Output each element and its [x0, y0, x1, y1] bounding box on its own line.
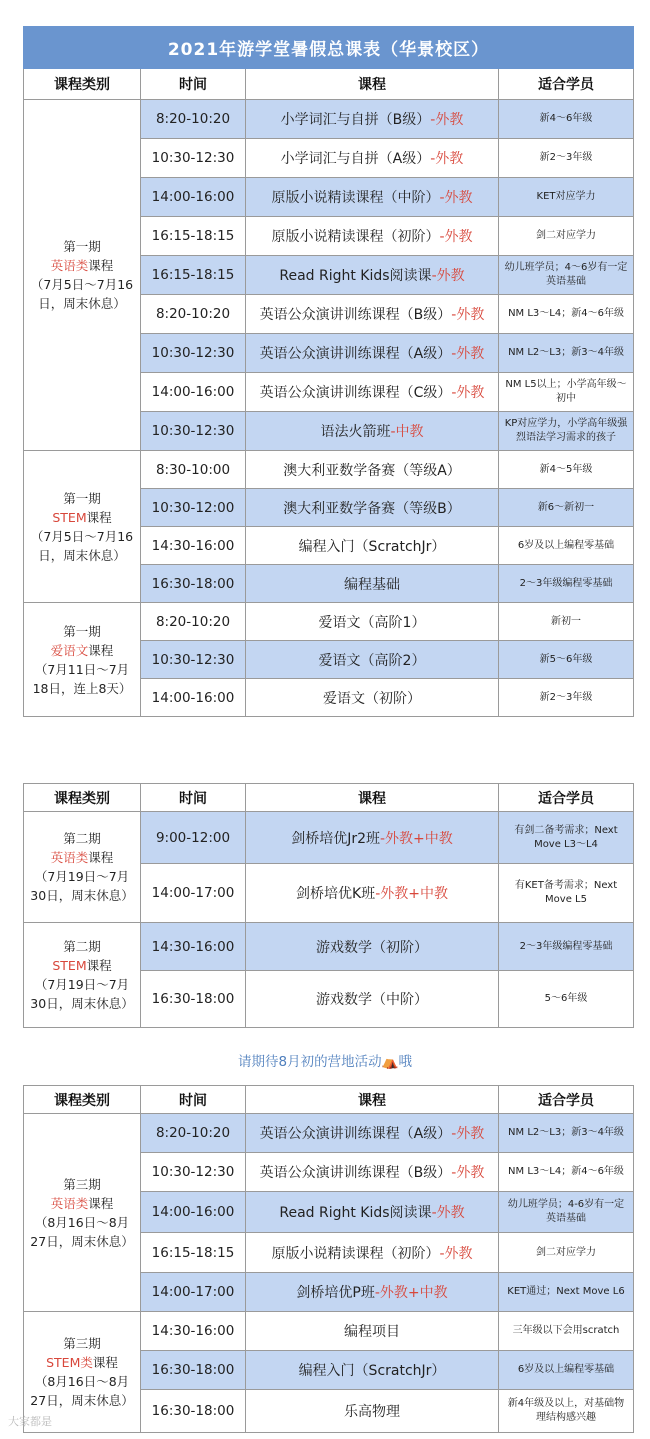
- course-name: 澳大利亚数学备赛（等级A）: [283, 462, 461, 479]
- category-cell: [24, 100, 141, 451]
- header-row: [24, 784, 634, 812]
- course-cell: [246, 971, 499, 1028]
- audience-cell: 剑二对应学力: [499, 1233, 634, 1273]
- header-row: [24, 1086, 634, 1114]
- time-cell: 16:15-18:15: [141, 256, 246, 295]
- schedule-table-3: [23, 1085, 634, 1433]
- category-cell: [24, 603, 141, 717]
- time-cell: 8:20-10:20: [141, 1114, 246, 1153]
- time-cell: 8:30-10:00: [141, 451, 246, 489]
- course-cell: [246, 256, 499, 295]
- course-cell: [246, 1233, 499, 1273]
- category-term: 第二期: [63, 939, 101, 954]
- table-row: [24, 603, 634, 641]
- course-cell: [246, 641, 499, 679]
- header-audience: 适合学员: [499, 69, 634, 100]
- category-type: 爱语文: [50, 642, 89, 658]
- category-type: 英语类: [50, 850, 89, 865]
- header-course: 课程: [246, 784, 499, 812]
- course-name: 小学词汇与自拼（B级）: [280, 112, 431, 128]
- course-cell: [246, 923, 499, 971]
- category-suffix: 课程: [86, 958, 112, 973]
- schedule-table-2: [23, 783, 634, 1028]
- teacher-tag: -外教: [431, 1205, 465, 1221]
- category-type: STEM: [52, 509, 87, 525]
- table-row: [24, 923, 634, 971]
- category-term: 第二期: [63, 831, 101, 846]
- course-cell: [246, 1192, 499, 1233]
- course-cell: [246, 679, 499, 717]
- audience-cell: NM L5以上；小学高年级～初中: [499, 373, 634, 412]
- course-cell: [246, 1273, 499, 1312]
- category-dates: （7月19日～7月30日，周末休息）: [30, 977, 134, 1011]
- category-cell: [24, 451, 141, 603]
- course-name: 乐高物理: [344, 1404, 400, 1420]
- category-term: 第一期: [63, 623, 101, 639]
- teacher-tag: -外教: [451, 1165, 485, 1181]
- audience-cell: 新2～3年级: [499, 139, 634, 178]
- category-dates: （7月5日～7月16日，周末休息）: [30, 277, 134, 311]
- time-cell: 10:30-12:30: [141, 1153, 246, 1192]
- time-cell: 10:30-12:30: [141, 139, 246, 178]
- time-cell: 14:00-16:00: [141, 373, 246, 412]
- time-cell: 10:30-12:00: [141, 489, 246, 527]
- camp-notice-suffix: 哦: [398, 1054, 412, 1070]
- time-cell: 14:00-16:00: [141, 178, 246, 217]
- audience-cell: 5～6年级: [499, 971, 634, 1028]
- course-cell: [246, 178, 499, 217]
- course-name: 编程基础: [344, 576, 400, 593]
- category-type: 英语类: [50, 258, 89, 273]
- teacher-tag: -外教: [451, 385, 485, 401]
- course-cell: [246, 139, 499, 178]
- course-name: 游戏数学（初阶）: [316, 939, 428, 956]
- course-name: Read Right Kids阅读课: [279, 1205, 432, 1221]
- teacher-tag: -外教+中教: [380, 830, 453, 847]
- category-suffix: 课程: [88, 1195, 114, 1211]
- course-cell: [246, 295, 499, 334]
- category-term: 第三期: [63, 1336, 101, 1351]
- audience-cell: NM L2～L3；新3～4年级: [499, 334, 634, 373]
- course-cell: [246, 1390, 499, 1433]
- category-cell: [24, 812, 141, 923]
- course-cell: [246, 100, 499, 139]
- time-cell: 8:20-10:20: [141, 603, 246, 641]
- audience-cell: 2～3年级编程零基础: [499, 565, 634, 603]
- header-audience: 适合学员: [499, 784, 634, 812]
- course-name: 英语公众演讲训练课程（B级）: [259, 307, 452, 323]
- audience-cell: 新5～6年级: [499, 641, 634, 679]
- time-cell: 10:30-12:30: [141, 641, 246, 679]
- course-name: 编程入门（ScratchJr）: [298, 1363, 446, 1379]
- audience-cell: NM L3～L4；新4～6年级: [499, 1153, 634, 1192]
- header-time: 时间: [141, 69, 246, 100]
- camp-notice: [0, 1050, 650, 1070]
- course-name: 编程入门（ScratchJr）: [298, 538, 446, 555]
- course-cell: [246, 489, 499, 527]
- course-name: 爱语文（高阶1）: [318, 614, 426, 631]
- header-course: 课程: [246, 1086, 499, 1114]
- header-category: 课程类别: [24, 1086, 141, 1114]
- page-title: 2021年游学堂暑假总课表（华景校区）: [24, 27, 634, 69]
- course-cell: [246, 451, 499, 489]
- table-row: [24, 812, 634, 864]
- audience-cell: 剑二对应学力: [499, 217, 634, 256]
- audience-cell: 新4～5年级: [499, 451, 634, 489]
- course-name: 英语公众演讲训练课程（B级）: [259, 1165, 452, 1181]
- course-cell: [246, 217, 499, 256]
- teacher-tag: -外教: [439, 190, 473, 206]
- time-cell: 16:15-18:15: [141, 1233, 246, 1273]
- audience-cell: 6岁及以上编程零基础: [499, 1351, 634, 1390]
- audience-cell: 幼儿班学员；4～6岁有一定英语基础: [499, 256, 634, 295]
- header-course: 课程: [246, 69, 499, 100]
- category-type: 英语类: [50, 1195, 89, 1211]
- time-cell: 16:15-18:15: [141, 217, 246, 256]
- time-cell: 8:20-10:20: [141, 100, 246, 139]
- watermark: 大家都是: [8, 1415, 52, 1428]
- course-cell: [246, 565, 499, 603]
- course-cell: [246, 412, 499, 451]
- category-dates: （7月5日～7月16日，周末休息）: [30, 528, 134, 563]
- teacher-tag: -外教: [439, 1245, 473, 1262]
- course-name: 原版小说精读课程（中阶）: [271, 190, 440, 206]
- teacher-tag: -外教: [451, 307, 485, 323]
- category-type: STEM类: [46, 1355, 93, 1370]
- table-row: [24, 1114, 634, 1153]
- teacher-tag: -外教: [430, 112, 464, 128]
- audience-cell: 幼儿班学员；4-6岁有一定英语基础: [499, 1192, 634, 1233]
- time-cell: 14:00-16:00: [141, 1192, 246, 1233]
- audience-cell: 2～3年级编程零基础: [499, 923, 634, 971]
- time-cell: 14:30-16:00: [141, 1312, 246, 1351]
- category-suffix: 课程: [86, 509, 112, 525]
- time-cell: 10:30-12:30: [141, 334, 246, 373]
- course-cell: [246, 1351, 499, 1390]
- course-cell: [246, 1312, 499, 1351]
- course-name: 英语公众演讲训练课程（A级）: [259, 1126, 452, 1142]
- course-name: 编程项目: [344, 1324, 400, 1340]
- time-cell: 16:30-18:00: [141, 565, 246, 603]
- course-name: 游戏数学（中阶）: [316, 992, 428, 1008]
- time-cell: 14:00-17:00: [141, 1273, 246, 1312]
- course-cell: [246, 527, 499, 565]
- teacher-tag: -外教: [431, 268, 465, 284]
- course-name: 剑桥培优K班: [296, 886, 376, 902]
- course-name: 澳大利亚数学备赛（等级B）: [283, 500, 461, 517]
- course-cell: [246, 1153, 499, 1192]
- time-cell: 8:20-10:20: [141, 295, 246, 334]
- audience-cell: 6岁及以上编程零基础: [499, 527, 634, 565]
- category-dates: （8月16日～8月27日，周末休息）: [30, 1214, 134, 1249]
- category-type: STEM: [52, 958, 87, 973]
- time-cell: 14:00-17:00: [141, 864, 246, 923]
- course-name: 英语公众演讲训练课程（A级）: [259, 346, 452, 362]
- audience-cell: NM L3～L4；新4～6年级: [499, 295, 634, 334]
- category-suffix: 课程: [88, 258, 114, 273]
- teacher-tag: -外教: [451, 346, 485, 362]
- teacher-tag: -外教: [430, 151, 464, 167]
- course-name: 爱语文（高阶2）: [318, 652, 426, 669]
- course-cell: [246, 812, 499, 864]
- category-suffix: 课程: [92, 1355, 118, 1370]
- header-time: 时间: [141, 784, 246, 812]
- time-cell: 14:30-16:00: [141, 527, 246, 565]
- category-suffix: 课程: [88, 642, 114, 658]
- teacher-tag: -外教: [451, 1126, 485, 1142]
- category-term: 第三期: [63, 1176, 101, 1192]
- audience-cell: 新2～3年级: [499, 679, 634, 717]
- table-row: [24, 1312, 634, 1351]
- time-cell: 10:30-12:30: [141, 412, 246, 451]
- course-name: 小学词汇与自拼（A级）: [280, 151, 431, 167]
- camp-notice-text: 请期待8月初的营地活动: [238, 1054, 382, 1070]
- audience-cell: 新4～6年级: [499, 100, 634, 139]
- teacher-tag: -外教: [439, 229, 473, 245]
- category-cell: [24, 923, 141, 1028]
- schedule-table-1: [23, 26, 634, 717]
- course-name: Read Right Kids阅读课: [279, 268, 432, 284]
- audience-cell: 三年级以下会用scratch: [499, 1312, 634, 1351]
- table-row: [24, 100, 634, 139]
- audience-cell: 新4年级及以上，对基础物理结构感兴趣: [499, 1390, 634, 1433]
- header-category: 课程类别: [24, 784, 141, 812]
- course-cell: [246, 1114, 499, 1153]
- category-suffix: 课程: [88, 850, 114, 865]
- course-name: 爱语文（初阶）: [323, 690, 421, 707]
- course-cell: [246, 334, 499, 373]
- time-cell: 14:00-16:00: [141, 679, 246, 717]
- course-cell: [246, 864, 499, 923]
- course-name: 剑桥培优Jr2班: [291, 830, 380, 847]
- header-time: 时间: [141, 1086, 246, 1114]
- audience-cell: NM L2～L3；新3～4年级: [499, 1114, 634, 1153]
- header-category: 课程类别: [24, 69, 141, 100]
- category-cell: [24, 1114, 141, 1312]
- time-cell: 9:00-12:00: [141, 812, 246, 864]
- audience-cell: KP对应学力，小学高年级强烈语法学习需求的孩子: [499, 412, 634, 451]
- audience-cell: 有KET备考需求；Next Move L5: [499, 864, 634, 923]
- header-audience: 适合学员: [499, 1086, 634, 1114]
- category-term: 第一期: [63, 239, 101, 254]
- category-term: 第一期: [63, 490, 101, 506]
- teacher-tag: -外教+中教: [374, 1285, 448, 1301]
- course-cell: [246, 603, 499, 641]
- course-cell: [246, 373, 499, 412]
- category-dates: （8月16日～8月27日，周末休息）: [30, 1374, 134, 1408]
- course-name: 语法火箭班: [320, 424, 391, 440]
- teacher-tag: -外教+中教: [375, 886, 448, 902]
- audience-cell: KET通过；Next Move L6: [499, 1273, 634, 1312]
- course-name: 剑桥培优P班: [296, 1285, 375, 1301]
- header-row: [24, 69, 634, 100]
- course-name: 英语公众演讲训练课程（C级）: [259, 385, 452, 401]
- time-cell: 16:30-18:00: [141, 1351, 246, 1390]
- audience-cell: 新初一: [499, 603, 634, 641]
- table-row: [24, 451, 634, 489]
- category-dates: （7月11日～7月18日，连上8天）: [32, 661, 132, 696]
- audience-cell: 新6～新初一: [499, 489, 634, 527]
- teacher-tag: -中教: [390, 424, 424, 440]
- time-cell: 16:30-18:00: [141, 1390, 246, 1433]
- time-cell: 16:30-18:00: [141, 971, 246, 1028]
- audience-cell: 有剑二备考需求；Next Move L3～L4: [499, 812, 634, 864]
- time-cell: 14:30-16:00: [141, 923, 246, 971]
- course-name: 原版小说精读课程（初阶）: [271, 229, 440, 245]
- tent-icon: ⛺: [381, 1054, 399, 1070]
- course-name: 原版小说精读课程（初阶）: [271, 1245, 440, 1262]
- category-dates: （7月19日～7月30日，周末休息）: [30, 869, 134, 903]
- audience-cell: KET对应学力: [499, 178, 634, 217]
